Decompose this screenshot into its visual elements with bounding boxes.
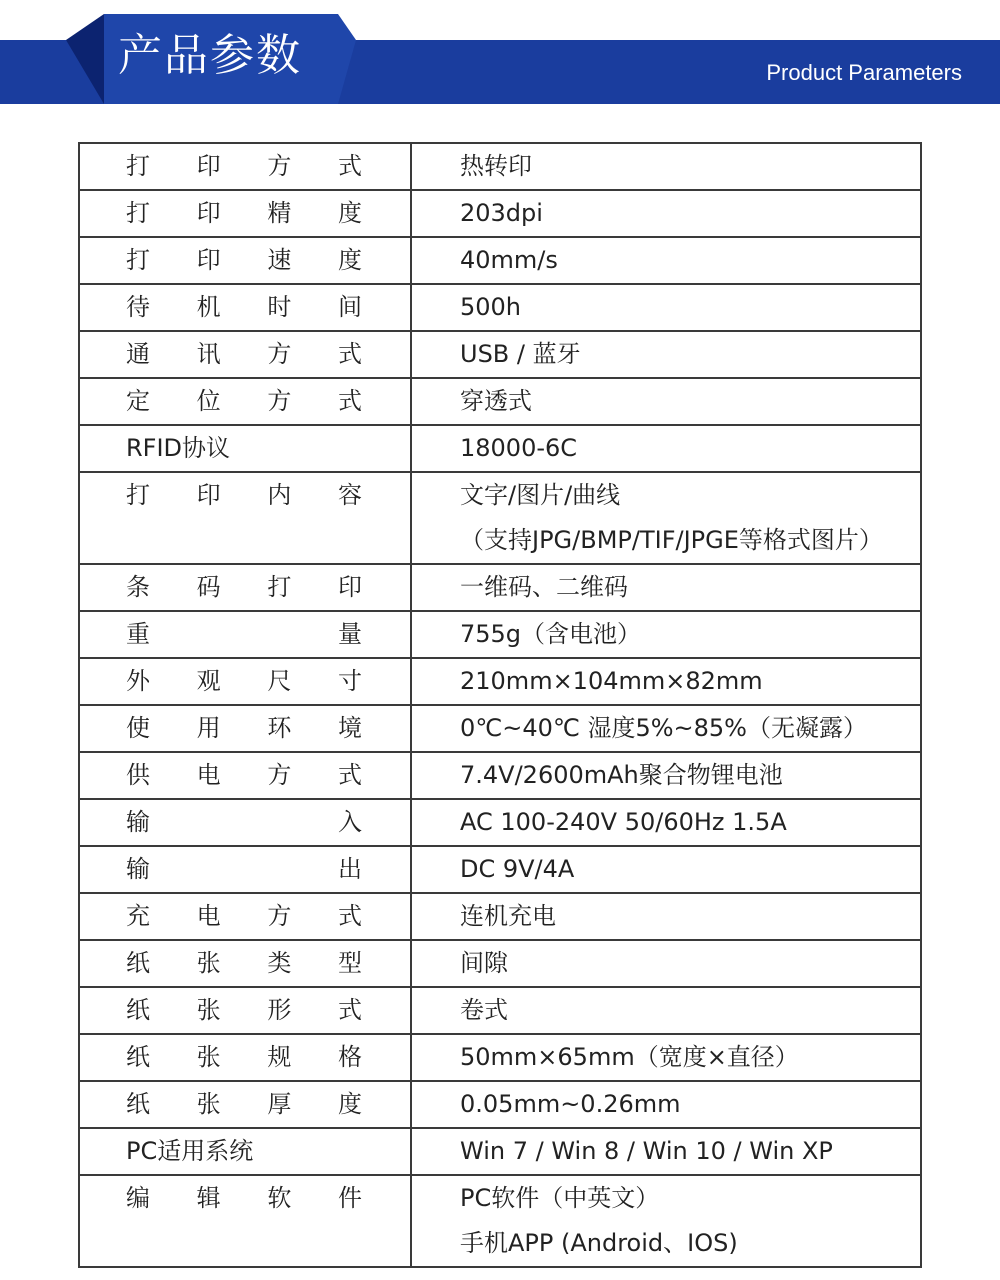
parameter-value-cell	[411, 190, 921, 237]
parameter-label-cell	[79, 1034, 411, 1081]
parameter-label-cell	[79, 658, 411, 705]
parameter-label-cell	[79, 611, 411, 658]
table-row	[79, 940, 921, 987]
parameter-label: 编辑软件	[126, 1184, 362, 1212]
table-row	[79, 284, 921, 331]
parameter-value: 7.4V/2600mAh聚合物锂电池	[460, 761, 783, 789]
parameter-table	[78, 142, 922, 1268]
parameter-label-cell	[79, 472, 411, 564]
parameter-label-cell	[79, 425, 411, 472]
parameter-value: 连机充电	[460, 902, 556, 930]
parameter-value-cell	[411, 425, 921, 472]
parameter-label-cell	[79, 893, 411, 940]
parameter-label: RFID协议	[126, 434, 231, 462]
parameter-label: 纸张厚度	[126, 1090, 362, 1118]
table-row	[79, 752, 921, 799]
parameter-label: 打印精度	[126, 199, 362, 227]
parameter-value: 热转印	[460, 152, 532, 180]
parameter-label: 充电方式	[126, 902, 362, 930]
parameter-label-cell	[79, 1128, 411, 1175]
parameter-label: 纸张形式	[126, 996, 362, 1024]
parameter-label: 纸张类型	[126, 949, 362, 977]
parameter-value: 0.05mm~0.26mm	[460, 1090, 681, 1118]
parameter-label-cell	[79, 284, 411, 331]
parameter-value: 50mm×65mm（宽度×直径）	[460, 1043, 799, 1071]
parameter-value-cell	[411, 658, 921, 705]
parameter-value-cell	[411, 284, 921, 331]
page-title: 产品参数	[118, 30, 302, 81]
table-row	[79, 987, 921, 1034]
parameter-label-cell	[79, 940, 411, 987]
parameter-label: 打印内容	[126, 481, 362, 509]
parameter-value-cell	[411, 143, 921, 190]
parameter-value: 卷式	[460, 996, 508, 1024]
table-row	[79, 331, 921, 378]
parameter-value: DC 9V/4A	[460, 855, 575, 883]
parameter-label: 使用环境	[126, 714, 362, 742]
parameter-value-cell	[411, 705, 921, 752]
parameter-value: 文字/图片/曲线	[460, 481, 621, 509]
parameter-label-cell	[79, 378, 411, 425]
parameter-value: 755g（含电池）	[460, 620, 642, 648]
table-row	[79, 378, 921, 425]
parameter-value: USB / 蓝牙	[460, 340, 581, 368]
parameter-value-cell	[411, 1081, 921, 1128]
parameter-value: 210mm×104mm×82mm	[460, 667, 763, 695]
page-subtitle: Product Parameters	[766, 60, 962, 85]
parameter-value: 间隙	[460, 949, 508, 977]
parameter-value: 0℃~40℃ 湿度5%~85%（无凝露）	[460, 714, 867, 742]
parameter-label: 打印方式	[126, 152, 362, 180]
parameter-value-cell	[411, 611, 921, 658]
table-row	[79, 799, 921, 846]
parameter-value: Win 7 / Win 8 / Win 10 / Win XP	[460, 1137, 833, 1165]
table-row	[79, 190, 921, 237]
table-row	[79, 611, 921, 658]
parameter-value: 500h	[460, 293, 522, 321]
parameter-label: 待机时间	[126, 293, 362, 321]
table-row	[79, 658, 921, 705]
parameter-value-cell	[411, 987, 921, 1034]
parameter-value-cell	[411, 378, 921, 425]
parameter-value: 穿透式	[460, 387, 532, 415]
parameter-label-cell	[79, 237, 411, 284]
parameter-label-cell	[79, 190, 411, 237]
parameter-label: 通讯方式	[126, 340, 362, 368]
table-row	[79, 425, 921, 472]
parameter-label: 定位方式	[126, 387, 362, 415]
parameter-value-cell	[411, 752, 921, 799]
parameter-label-cell	[79, 752, 411, 799]
parameter-value: 203dpi	[460, 199, 543, 227]
parameter-label: 供电方式	[126, 761, 362, 789]
parameter-label-cell	[79, 987, 411, 1034]
table-row	[79, 1081, 921, 1128]
table-row	[79, 564, 921, 611]
parameter-label: 重量	[126, 620, 362, 648]
parameter-label-cell	[79, 331, 411, 378]
parameter-value-cell	[411, 1034, 921, 1081]
parameter-label-cell	[79, 1175, 411, 1267]
parameter-label-cell	[79, 564, 411, 611]
parameter-value: PC软件（中英文）	[460, 1184, 660, 1212]
parameter-value: 40mm/s	[460, 246, 558, 274]
header-banner	[0, 0, 1000, 110]
table-row	[79, 1175, 921, 1267]
parameter-value-cell	[411, 564, 921, 611]
parameter-label: 输入	[126, 808, 362, 836]
parameter-label-cell	[79, 1081, 411, 1128]
parameter-value-cell	[411, 1128, 921, 1175]
table-row	[79, 1128, 921, 1175]
table-row	[79, 705, 921, 752]
parameter-value-cell	[411, 237, 921, 284]
parameter-value-cell	[411, 846, 921, 893]
parameter-value: 18000-6C	[460, 434, 578, 462]
parameter-value: （支持JPG/BMP/TIF/JPGE等格式图片）	[460, 526, 883, 554]
parameter-label-cell	[79, 799, 411, 846]
parameter-value-cell	[411, 799, 921, 846]
parameter-label: 纸张规格	[126, 1043, 362, 1071]
parameter-label: 外观尺寸	[126, 667, 362, 695]
parameter-label: 条码打印	[126, 573, 362, 601]
table-row	[79, 846, 921, 893]
table-row	[79, 893, 921, 940]
parameter-value-cell	[411, 472, 921, 564]
parameter-value-cell	[411, 1175, 921, 1267]
parameter-value-cell	[411, 940, 921, 987]
parameter-label: 输出	[126, 855, 362, 883]
parameter-value: 手机APP (Android、IOS)	[460, 1229, 738, 1257]
table-row	[79, 472, 921, 564]
parameter-label-cell	[79, 846, 411, 893]
parameter-value-cell	[411, 893, 921, 940]
parameter-value: AC 100-240V 50/60Hz 1.5A	[460, 808, 787, 836]
table-row	[79, 143, 921, 190]
parameter-value: 一维码、二维码	[460, 573, 628, 601]
parameter-label-cell	[79, 705, 411, 752]
parameter-label: PC适用系统	[126, 1137, 254, 1165]
table-row	[79, 237, 921, 284]
parameter-value-cell	[411, 331, 921, 378]
parameter-label-cell	[79, 143, 411, 190]
table-row	[79, 1034, 921, 1081]
parameter-label: 打印速度	[126, 246, 362, 274]
